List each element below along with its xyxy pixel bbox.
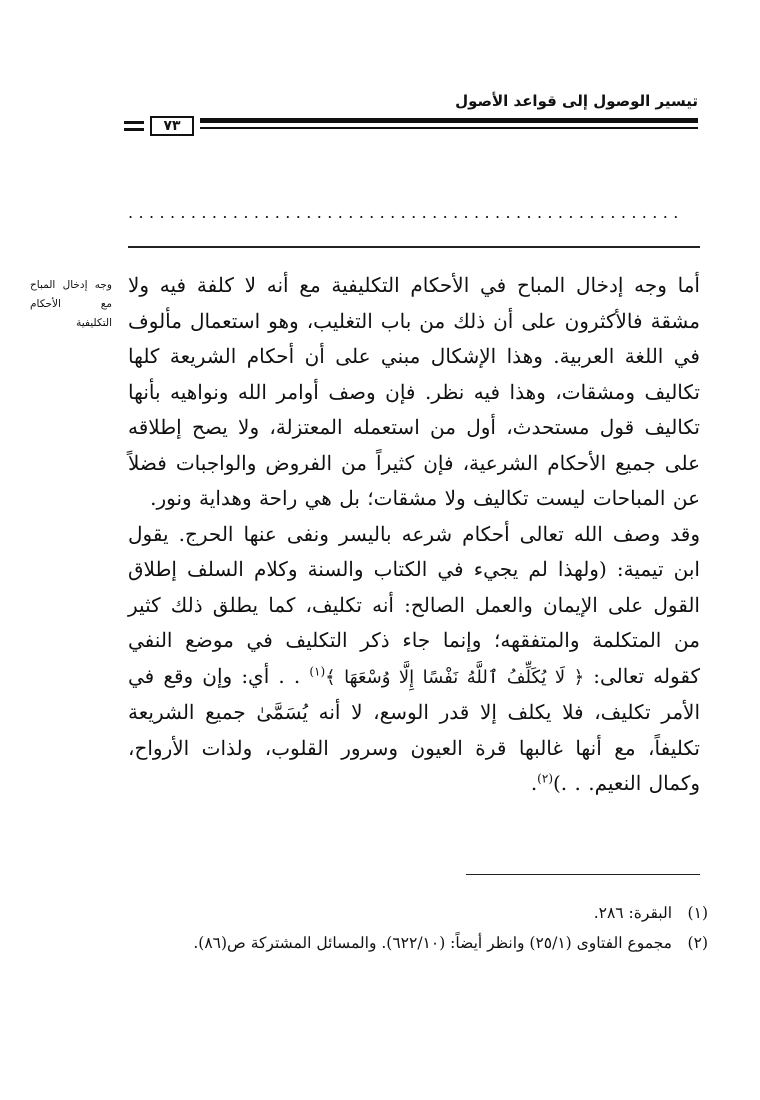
book-title: تيسير الوصول إلى قواعد الأصول: [455, 92, 698, 110]
paragraph-1: أما وجه إدخال المباح في الأحكام التكليفية مع أنه لا كلفة فيه ولا مشقة فالأكثرون على أن ذلك من باب التغليب، وهو استعمال مألوف في اللغة العربية. وهذا الإشكال مبني على أن أحكام الشريعة كلها تكاليف ومشقات، وهذا فيه نظر. فإن وصف أوامر الله ونواهيه بأنها تكاليف قول مستحدث، أول من استعمله المعتزلة، ولا يصح إطلاقه على جميع الأحكام الشرعية، فإن كثيراً من الفروض والواجبات فضلاً عن المباحات ليست تكاليف ولا مشقات؛ بل هي راحة وهداية ونور.: [128, 273, 700, 510]
header-rule-thin: [200, 127, 698, 129]
footnote-number: (١): [687, 904, 708, 922]
paragraph-2-period: .: [530, 771, 538, 795]
margin-note: وجه إدخال المباح مع الأحكام التكليفية: [30, 279, 112, 329]
paragraph-2: [128, 517, 700, 802]
footnote-text: البقرة: ٢٨٦.: [593, 904, 672, 922]
footnote-ref-2: (٢): [537, 771, 553, 786]
header-rule-thick: [200, 118, 698, 123]
section-rule: [128, 246, 700, 248]
header-bar-short: [124, 121, 144, 124]
footnote-item: [128, 898, 708, 928]
header-bar-short: [124, 128, 144, 131]
page-number: ٧٣: [150, 116, 194, 136]
footnote-item: [128, 928, 708, 958]
paragraph-2-start: وقد وصف الله تعالى أحكام شرعه باليسر ونفى عنها الحرج. يقول ابن تيمية: (ولهذا لم يجيء في الكتاب والسنة وكلام السلف إطلاق القول على الإيمان والعمل الصالح: أنه تكليف، كما يطلق ذلك كثير من المتكلمة والمتفقهه؛ وإنما جاء ذكر التكليف في موضع النفي كقوله تعالى:: [128, 521, 700, 688]
footnote-rule: [466, 874, 700, 875]
quran-verse: ﴿ لَا يُكَلِّفُ ٱللَّهُ نَفْسًا إِلَّا وُسْعَهَا ﴾: [325, 666, 585, 688]
paragraph-2-end: . . أي: وإن وقع في الأمر تكليف، فلا يكلف إلا قدر الوسع، لا أنه يُسَمَّىٰ جميع الشريعة تكليفاً، مع أنها غالبها قرة العيون وسرور القلوب، ولذات الأرواح، وكمال النعيم. . .): [128, 663, 700, 795]
footnote-ref-1: (١): [309, 663, 326, 678]
footnote-number: (٢): [687, 934, 708, 952]
dotted-separator: .....................................................: [128, 203, 684, 222]
footnotes: [128, 898, 708, 958]
main-text: [128, 268, 700, 802]
footnote-text: مجموع الفتاوى (٢٥/١) وانظر أيضاً: (٦٢٢/١٠). والمسائل المشتركة ص(٨٦).: [193, 934, 672, 952]
